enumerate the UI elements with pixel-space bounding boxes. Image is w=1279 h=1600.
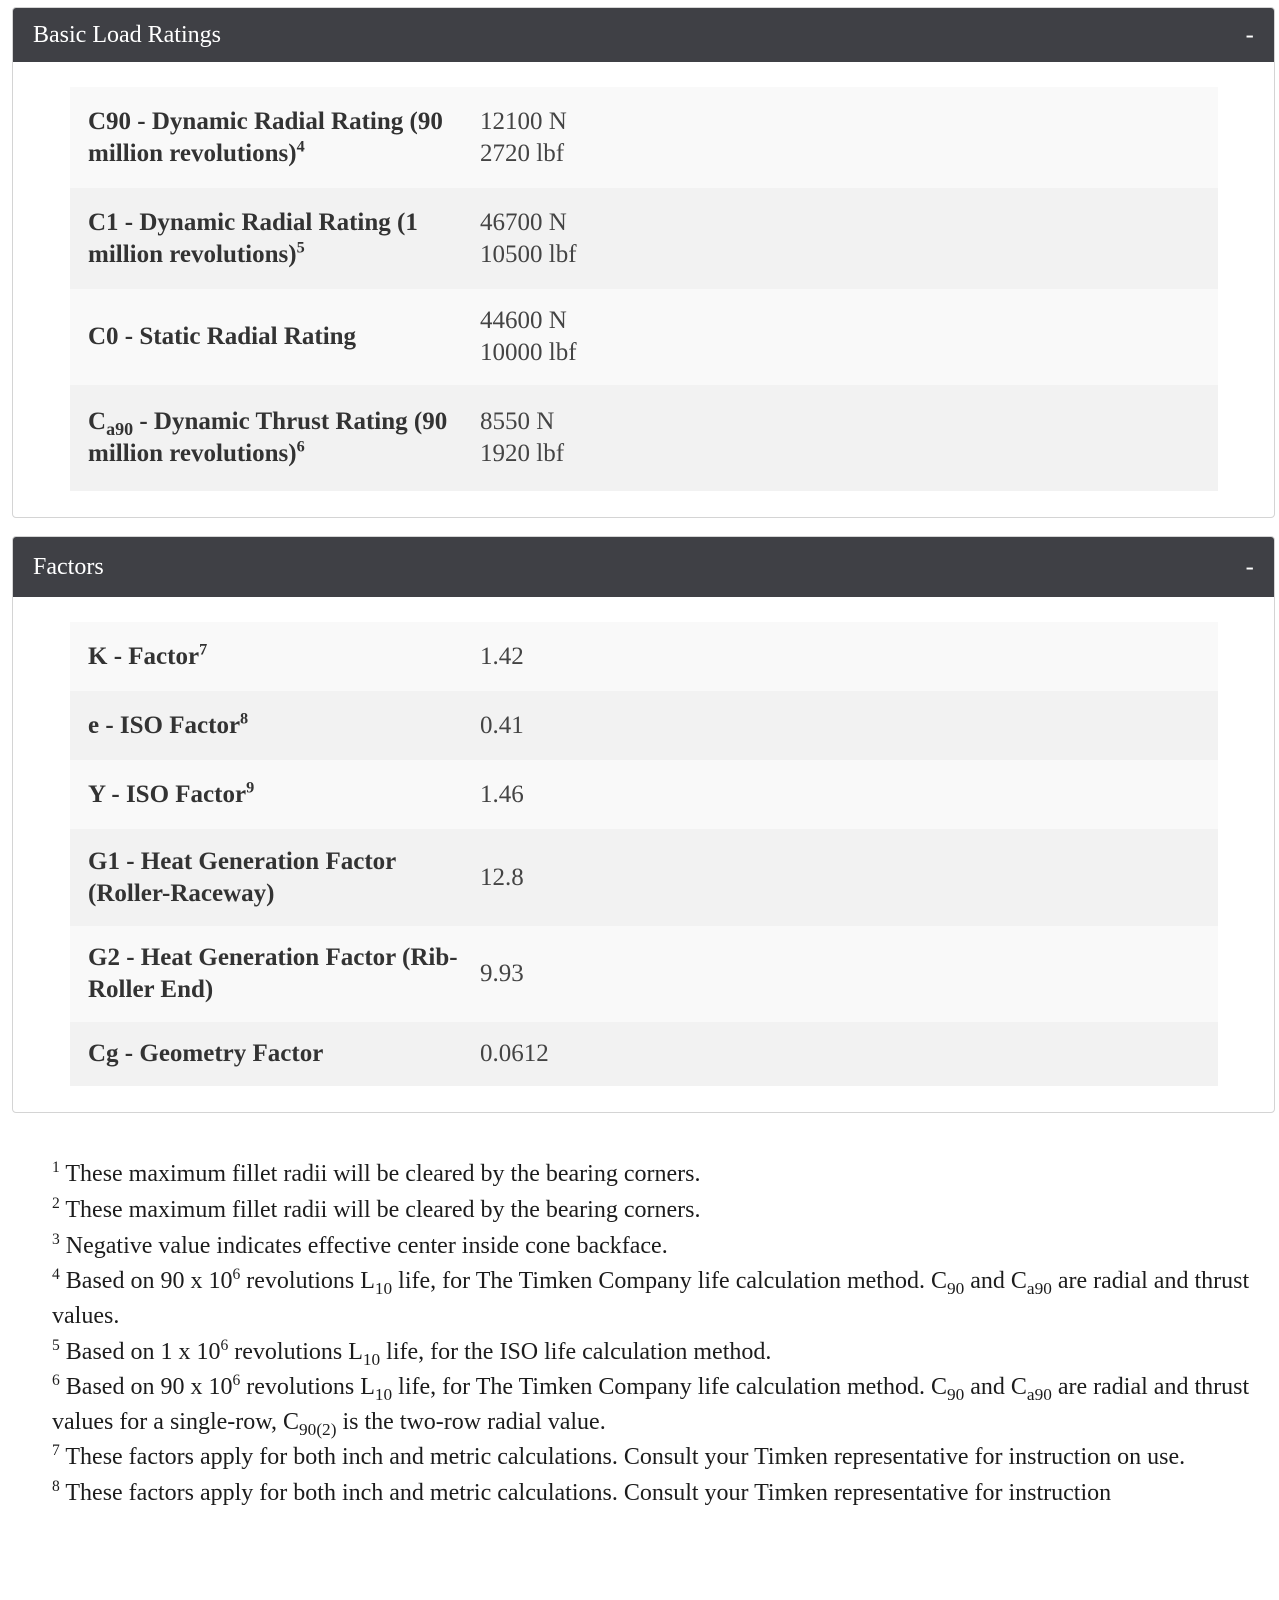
- factor-label: Y - ISO Factor$^9$: [70, 760, 480, 829]
- table-row: [70, 1022, 1218, 1086]
- table-row: [70, 289, 1218, 385]
- basic-load-ratings-header[interactable]: [13, 8, 1274, 62]
- factor-value: 12.8: [480, 829, 1218, 926]
- collapse-button[interactable]: -: [1245, 553, 1254, 581]
- footnote-3: $^3$ Negative value indicates effective center inside cone backface.: [52, 1231, 668, 1259]
- factor-label: e - ISO Factor$^8$: [70, 691, 480, 760]
- factor-value: 0.41: [480, 691, 1218, 760]
- footnotes: [52, 1156, 1252, 1511]
- table-row: [70, 760, 1218, 829]
- rating-label: C90 - Dynamic Radial Rating (90 million revolutions)$^4$: [70, 87, 480, 188]
- basic-load-ratings-body: [13, 62, 1274, 517]
- basic-load-ratings-panel: [12, 7, 1275, 518]
- table-row: [70, 385, 1218, 491]
- factor-value: 1.46: [480, 760, 1218, 829]
- factor-label: Cg - Geometry Factor: [70, 1022, 480, 1086]
- rating-value: 8550 N 1920 lbf: [480, 385, 1218, 491]
- table-row: [70, 622, 1218, 691]
- footnote-6: $^6$ Based on 90 x $10^6$ revolutions $L_{10}$ life, for The Timken Company life calculation method. $C_{90}$ and $C_{a90}$ are radial and thrust values for a single-row, $C_{90(2)}$ is the two-row radial value.: [52, 1372, 1250, 1439]
- table-row: [70, 87, 1218, 188]
- factor-value: 1.42: [480, 622, 1218, 691]
- table-row: [70, 188, 1218, 289]
- rating-label: C1 - Dynamic Radial Rating (1 million revolutions)$^5$: [70, 188, 480, 289]
- rating-value: 46700 N 10500 lbf: [480, 188, 1218, 289]
- table-row: [70, 926, 1218, 1022]
- panel-title: Basic Load Ratings: [33, 21, 221, 48]
- factor-label: G1 - Heat Generation Factor (Roller-Raceway): [70, 829, 480, 926]
- factors-header[interactable]: [13, 537, 1274, 597]
- collapse-button[interactable]: -: [1245, 21, 1254, 49]
- table-row: [70, 691, 1218, 760]
- footnote-8: $^8$ These factors apply for both inch and metric calculations. Consult your Timken representative for instruction: [52, 1478, 1112, 1506]
- factor-value: 0.0612: [480, 1022, 1218, 1086]
- rating-value: 12100 N 2720 lbf: [480, 87, 1218, 188]
- rating-label: C0 - Static Radial Rating: [70, 289, 480, 385]
- factors-table: [70, 622, 1218, 1086]
- rating-label: $C_{a90}$ - Dynamic Thrust Rating (90 million revolutions)$^6$: [70, 385, 480, 491]
- table-row: [70, 829, 1218, 926]
- factors-body: [13, 597, 1274, 1112]
- footnote-1: $^1$ These maximum fillet radii will be cleared by the bearing corners.: [52, 1159, 701, 1187]
- footnote-7: $^7$ These factors apply for both inch and metric calculations. Consult your Timken representative for instruction on use.: [52, 1442, 1186, 1470]
- factor-label: K - Factor$^7$: [70, 622, 480, 691]
- footnote-2: $^2$ These maximum fillet radii will be cleared by the bearing corners.: [52, 1195, 701, 1223]
- footnote-4: $^4$ Based on 90 x $10^6$ revolutions $L_{10}$ life, for The Timken Company life calculation method. $C_{90}$ and $C_{a90}$ are radial and thrust values.: [52, 1266, 1250, 1329]
- panel-title: Factors: [33, 553, 104, 580]
- basic-load-ratings-table: [70, 87, 1218, 491]
- factor-value: 9.93: [480, 926, 1218, 1022]
- factors-panel: [12, 536, 1275, 1113]
- rating-value: 44600 N 10000 lbf: [480, 289, 1218, 385]
- footnote-5: $^5$ Based on 1 x $10^6$ revolutions $L_{10}$ life, for the ISO life calculation method.: [52, 1337, 772, 1369]
- factor-label: G2 - Heat Generation Factor (Rib-Roller End): [70, 926, 480, 1022]
